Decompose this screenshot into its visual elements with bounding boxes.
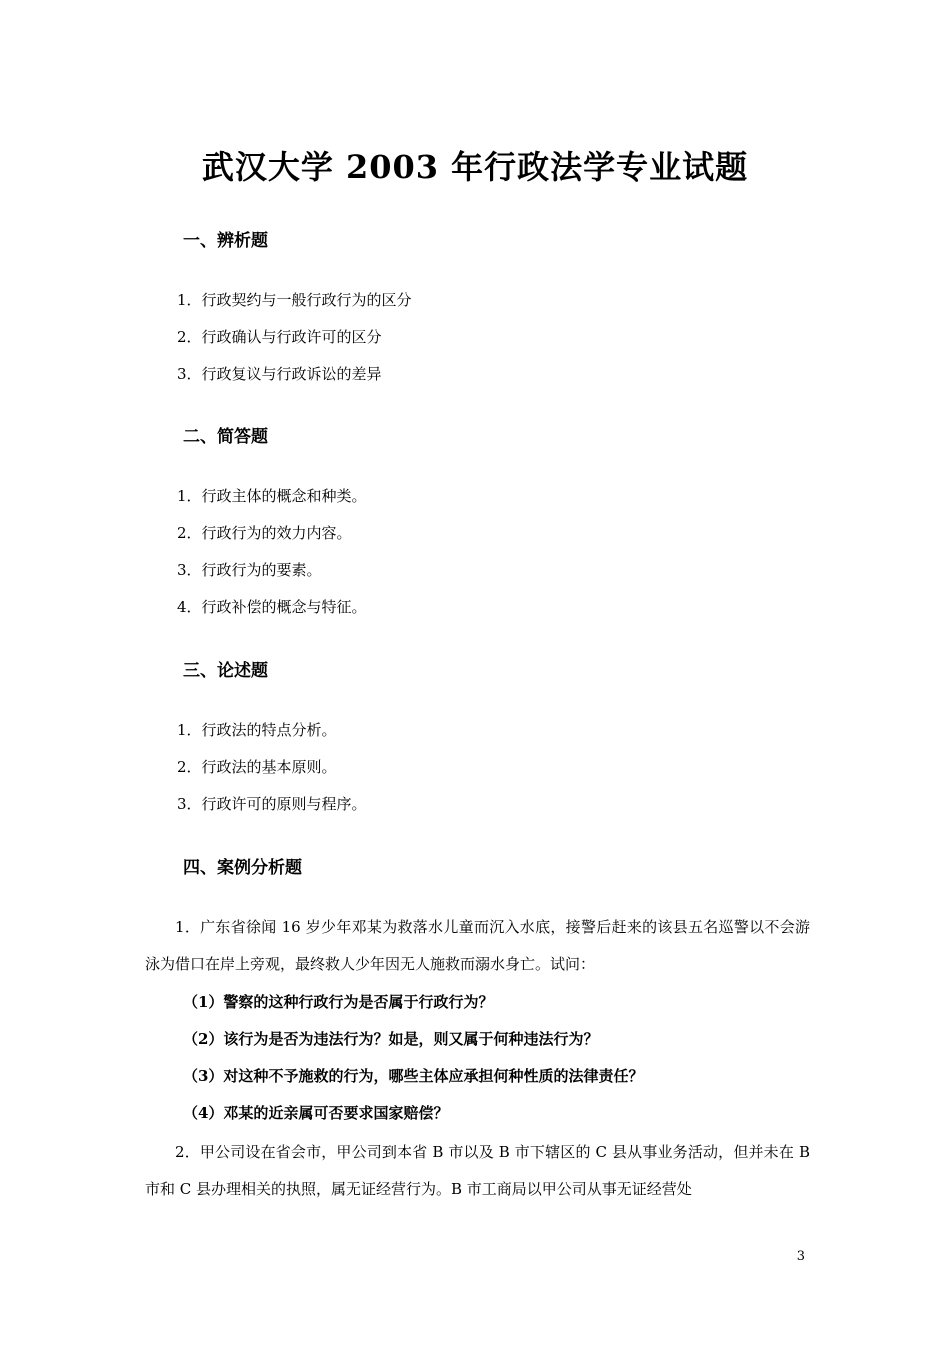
- list-item: 2．行政法的基本原则。: [177, 758, 337, 776]
- case-1-question: （1）警察的这种行政行为是否属于行政行为？: [183, 993, 494, 1011]
- section-heading-case-analysis: 四、案例分析题: [183, 858, 302, 878]
- page-number: 3: [796, 1249, 805, 1264]
- list-item: 2．行政行为的效力内容。: [177, 524, 352, 542]
- section-heading-essay: 三、论述题: [183, 661, 268, 681]
- case-1-paragraph: 1．广东省徐闻 16 岁少年邓某为救落水儿童而沉入水底，接警后赶来的该县五名巡警以不会游泳为借口在岸上旁观，最终救人少年因无人施救而溺水身亡。试问：: [145, 918, 810, 973]
- list-item: 3．行政复议与行政诉讼的差异: [177, 365, 382, 383]
- list-item: 1．行政法的特点分析。: [177, 721, 337, 739]
- section-heading-analysis: 一、辨析题: [183, 231, 268, 251]
- section-heading-short-answer: 二、简答题: [183, 427, 268, 447]
- list-item: 1．行政主体的概念和种类。: [177, 487, 367, 505]
- case-1-question: （4）邓某的近亲属可否要求国家赔偿？: [183, 1104, 449, 1122]
- case-1-question: （3）对这种不予施救的行为，哪些主体应承担何种性质的法律责任？: [183, 1067, 644, 1085]
- case-2-paragraph: 2．甲公司设在省会市，甲公司到本省 B 市以及 B 市下辖区的 C 县从事业务活动，但并未在 B 市和 C 县办理相关的执照，属无证经营行为。B 市工商局以甲公司从事无证经营处: [145, 1143, 810, 1198]
- list-item: 2．行政确认与行政许可的区分: [177, 328, 382, 346]
- list-item: 1．行政契约与一般行政行为的区分: [177, 291, 412, 309]
- list-item: 3．行政行为的要素。: [177, 561, 322, 579]
- case-1-question: （2）该行为是否为违法行为？如是，则又属于何种违法行为？: [183, 1030, 599, 1048]
- list-item: 4．行政补偿的概念与特征。: [177, 598, 367, 616]
- document-title: 武汉大学 2003 年行政法学专业试题: [201, 148, 749, 186]
- list-item: 3．行政许可的原则与程序。: [177, 795, 367, 813]
